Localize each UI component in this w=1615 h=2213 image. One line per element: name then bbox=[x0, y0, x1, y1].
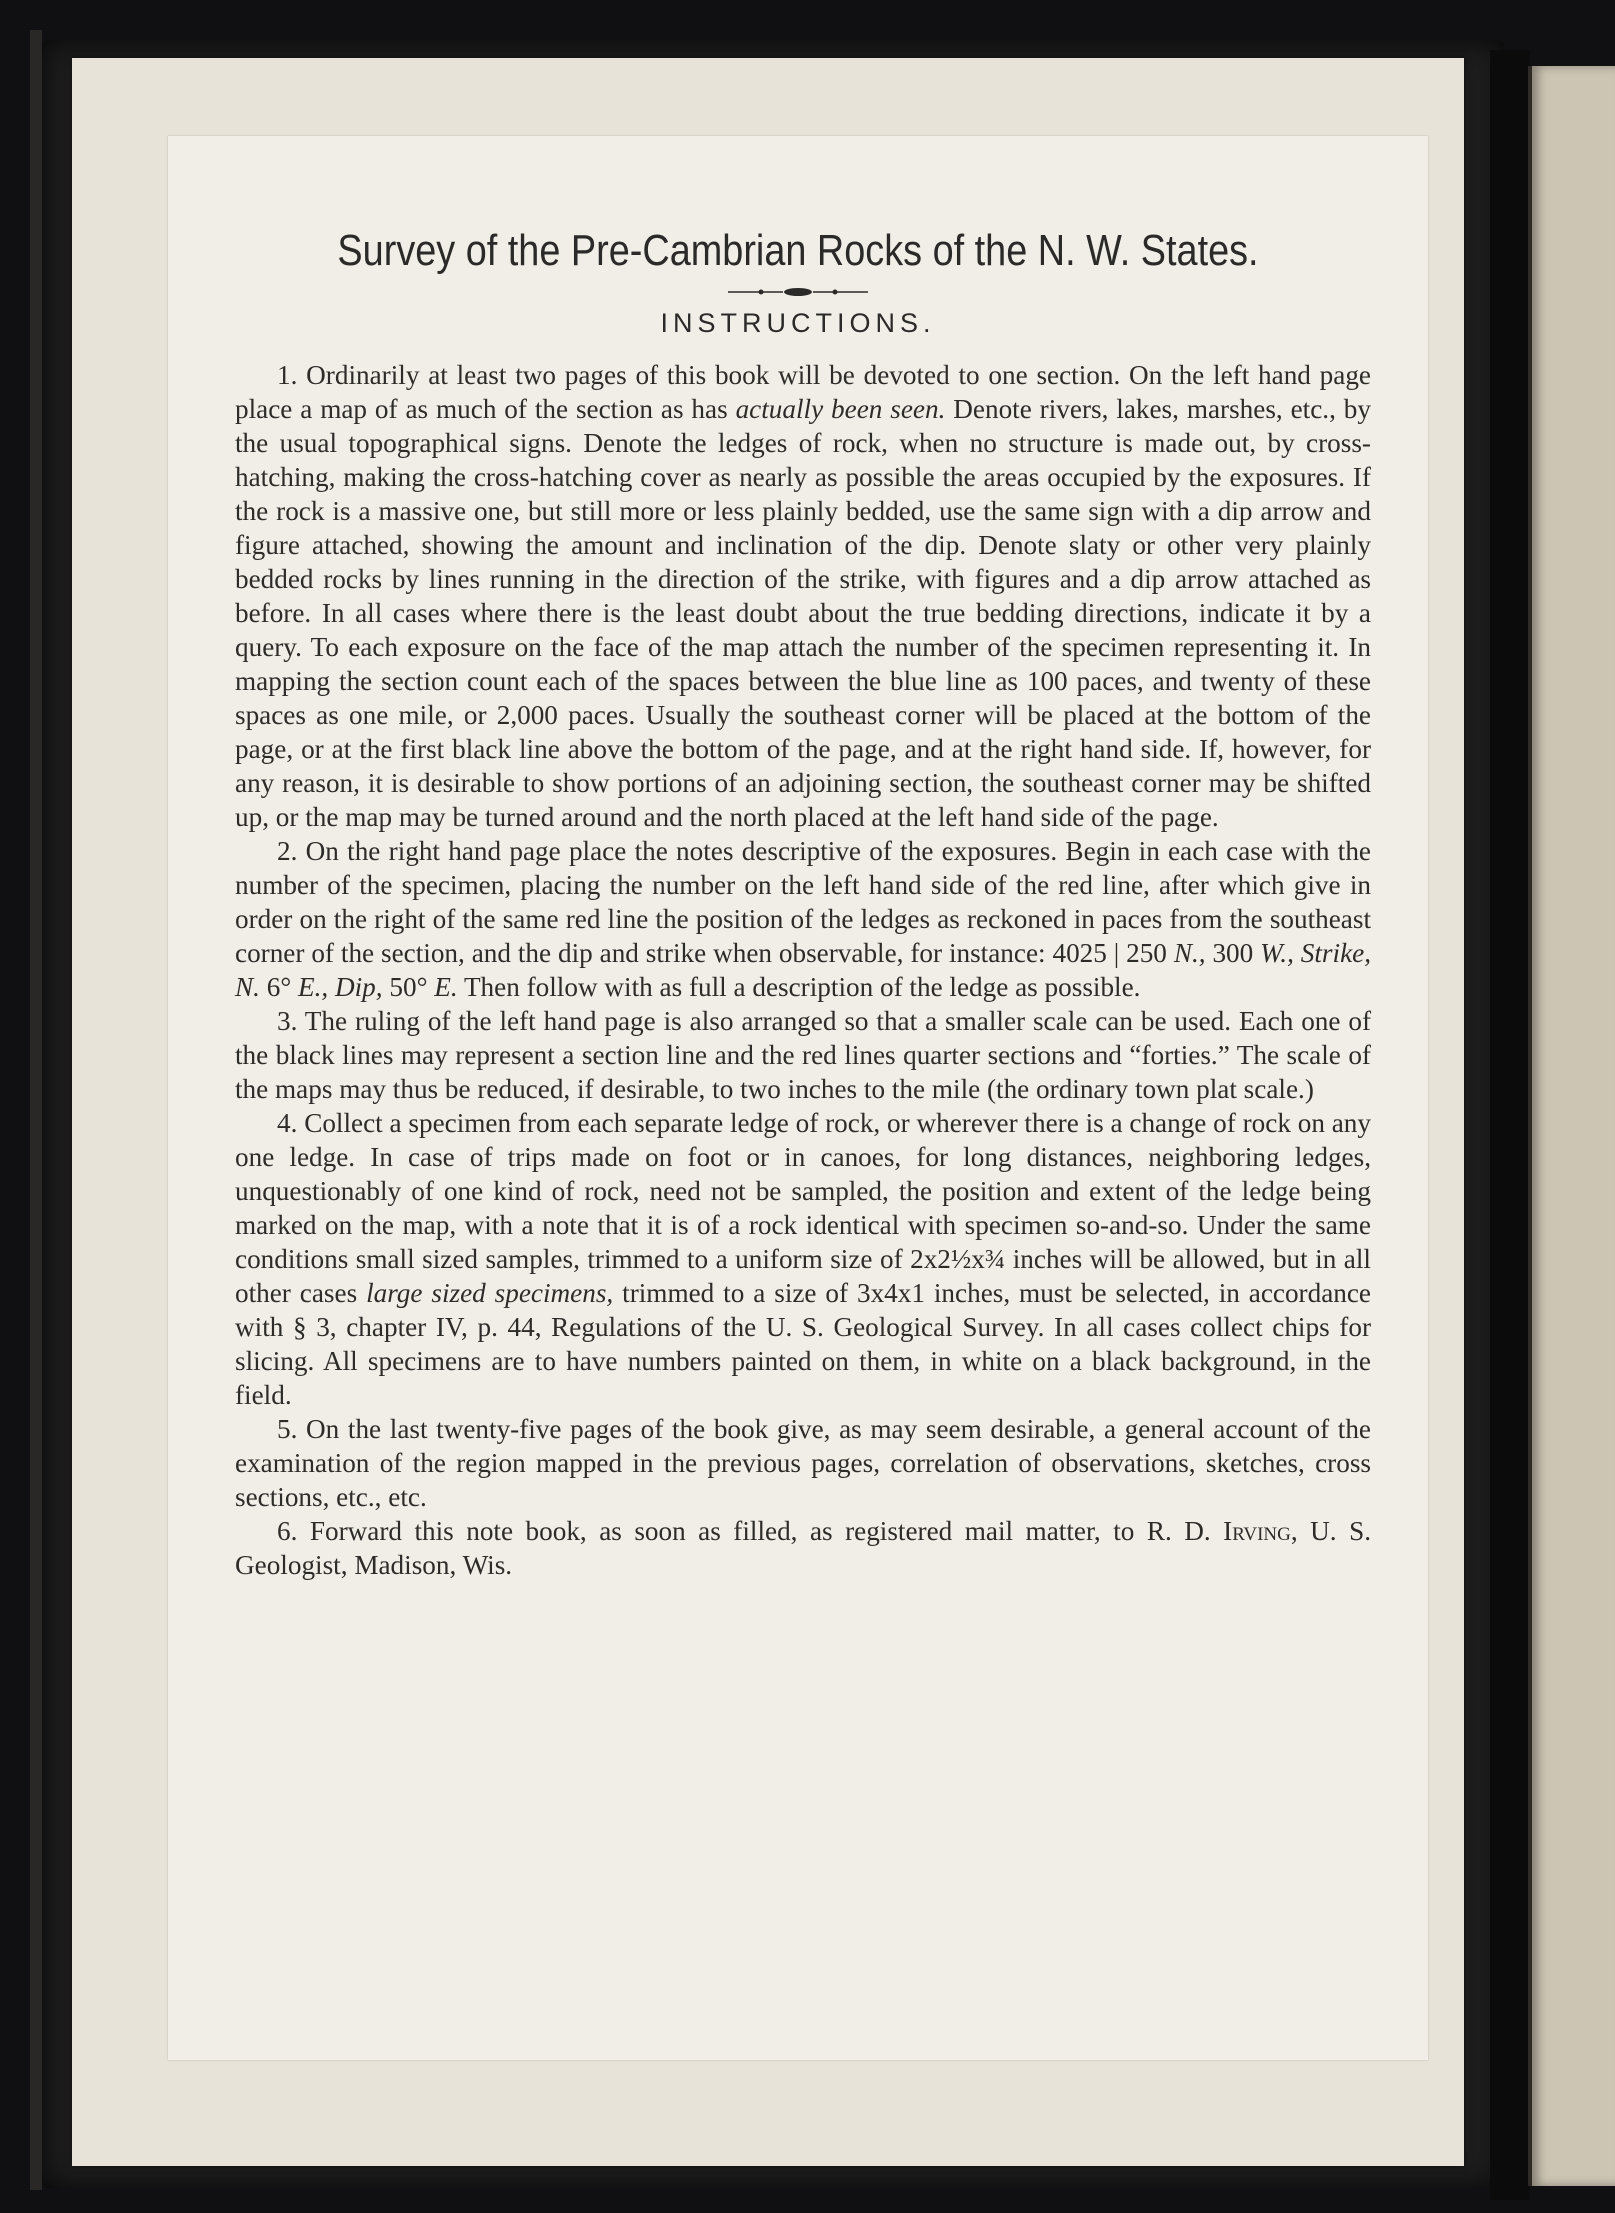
section-heading: INSTRUCTIONS. bbox=[660, 308, 936, 338]
paragraph-text: 3. The ruling of the left hand page is also arranged so that a smaller scale can be used. Each one of the black lines may represent a section line and the red lines quarter sections and “forties.” The scale of the maps may thus be reduced, if desirable, to two inches to the mile (the ordinary town plat scale.) bbox=[235, 1006, 1371, 1104]
book-cover-edge bbox=[30, 30, 42, 2190]
instruction-paragraph-3 bbox=[235, 1004, 1371, 1106]
emphasis-text: large sized specimens, bbox=[366, 1278, 614, 1308]
emphasis-text: W., Strike, N. bbox=[235, 938, 1372, 1002]
instruction-paragraph-6 bbox=[235, 1514, 1371, 1582]
instruction-sheet bbox=[168, 136, 1428, 2060]
paragraph-text: 1. Ordinarily at least two pages of this book will be devoted to one section. On the left hand page place a map of as much of the section as has bbox=[235, 360, 1371, 424]
page-block-edge bbox=[1528, 66, 1615, 2186]
paragraph-text: 50° bbox=[382, 972, 435, 1002]
paragraph-text: Then follow with as full a description of the ledge as possible. bbox=[457, 972, 1141, 1002]
instruction-paragraph-5 bbox=[235, 1412, 1371, 1514]
instruction-paragraph-4 bbox=[235, 1106, 1371, 1412]
title-ornament bbox=[723, 282, 873, 302]
paragraph-text: 5. On the last twenty-five pages of the book give, as may seem desirable, a general account of the examination of the region mapped in the previous pages, correlation of observations, sketches, cross sections, etc., etc. bbox=[235, 1414, 1371, 1512]
emphasis-text: N., bbox=[1173, 938, 1206, 968]
paragraph-text: 6. Forward this note book, as soon as filled, as registered mail matter, to R. D. bbox=[277, 1516, 1224, 1546]
paragraph-text: Denote rivers, lakes, marshes, etc., by the usual topographical signs. Denote the ledges of rock, when no structure is made out, by cross-hatching, making the cross-hatching cover as nearly as possible the areas occupied by the exposures. If the rock is a massive one, but still more or less plainly bedded, use the same sign with a dip arrow and figure attached, showing the amount and inclination of the dip. Denote slaty or other very plainly bedded rocks by lines running in the direction of the strike, with figures and a dip arrow attached as before. In all cases where there is the least doubt about the true bedding directions, indicate it by a query. To each exposure on the face of the map attach the number of the specimen representing it. In mapping the section count each of the spaces between the blue line as 100 paces, and twenty of these spaces as one mile, or 2,000 paces. Usually the southeast corner will be placed at the bottom of the page, or at the first black line above the bottom of the page, and at the right hand side. If, however, for any reason, it is desirable to show portions of an adjoining section, the southeast corner may be shifted up, or the map may be turned around and the north placed at the left hand side of the page. bbox=[235, 394, 1371, 832]
paragraph-text: 2. On the right hand page place the notes descriptive of the exposures. Begin in each case with the number of the specimen, placing the number on the left hand side of the red line, after which give in order on the right of the same red line the position of the ledges as reckoned in paces from the southeast corner of the section, and the dip and strike when observable, for instance: 4025 | 250 bbox=[235, 836, 1371, 968]
paragraph-text: 6° bbox=[259, 972, 298, 1002]
emphasis-text: E. bbox=[434, 972, 458, 1002]
paragraph-text: trimmed to a size of 3x4x1 inches, must be selected, in accordance with § 3, chapter IV, p. 44, Regulations of the U. S. Geological Survey. In all cases collect chips for slicing. All specimens are to have numbers painted on them, in white on a black background, in the field. bbox=[235, 1278, 1372, 1410]
emphasis-text: actually been seen. bbox=[735, 394, 946, 424]
paragraph-text: , U. S. Geologist, Madison, Wis. bbox=[235, 1516, 1371, 1580]
instruction-paragraph-2 bbox=[235, 834, 1371, 1004]
instruction-paragraph-1 bbox=[235, 358, 1371, 834]
page-title: Survey of the Pre-Cambrian Rocks of the N. W. States. bbox=[337, 226, 1259, 275]
binding-gap bbox=[1490, 50, 1530, 2200]
paragraph-text: 300 bbox=[1205, 938, 1261, 968]
paragraph-text: 4. Collect a specimen from each separate ledge of rock, or wherever there is a change of rock on any one ledge. In case of trips made on foot or in canoes, for long distances, neighboring ledges, unquestionably of one kind of rock, need not be sampled, the position and extent of the ledge being marked on the map, with a note that it is of a rock identical with specimen so-and-so. Under the same conditions small sized samples, trimmed to a uniform size of 2x2½x¾ inches will be allowed, but in all other cases bbox=[235, 1108, 1371, 1308]
instructions-body bbox=[235, 358, 1371, 1582]
geologist-name: Irving bbox=[1223, 1516, 1291, 1546]
emphasis-text: E., Dip, bbox=[298, 972, 383, 1002]
